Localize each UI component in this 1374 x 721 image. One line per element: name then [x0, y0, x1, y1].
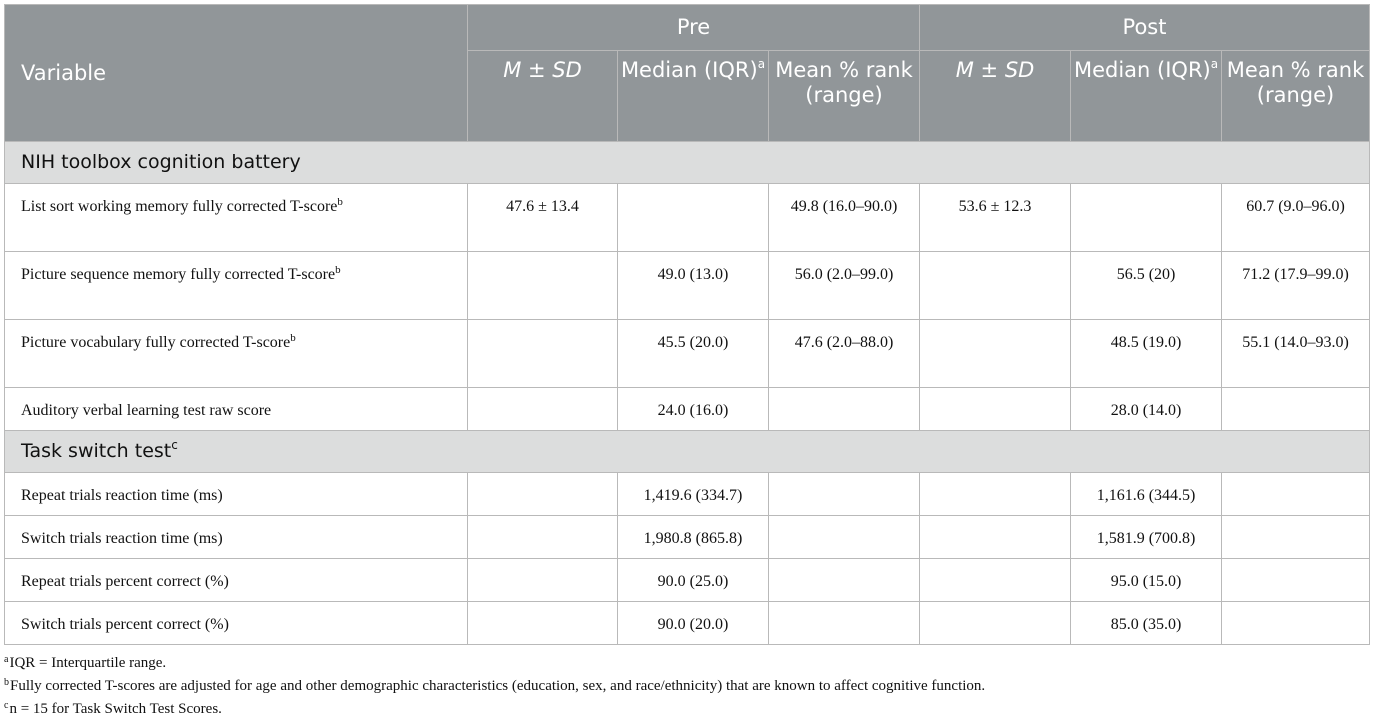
header-msd-pm: ±: [973, 58, 1005, 82]
results-table: [4, 4, 1370, 645]
pre-median-cell: 1,419.6 (334.7): [618, 473, 769, 516]
pre-median-cell: 1,980.8 (865.8): [618, 516, 769, 559]
post-msd-cell: [920, 388, 1071, 431]
post-median-cell: 1,161.6 (344.5): [1071, 473, 1222, 516]
post-median-cell: [1071, 184, 1222, 252]
row-label-text: Picture sequence memory fully corrected T-score: [21, 266, 336, 283]
pre-median-cell: 90.0 (25.0): [618, 559, 769, 602]
header-pre: Pre: [468, 5, 920, 51]
section-row: [5, 431, 1370, 473]
header-post-msd: [920, 51, 1071, 142]
header-median-label: Median (IQR): [1073, 58, 1211, 82]
header-msd-m: M: [503, 58, 522, 82]
header-post-median: [1071, 51, 1222, 142]
table-row: [5, 602, 1370, 645]
header-msd-m: M: [955, 58, 974, 82]
pre-median-cell: [618, 184, 769, 252]
post-rank-cell: 60.7 (9.0–96.0): [1222, 184, 1370, 252]
pre-rank-cell: [769, 516, 920, 559]
row-label: [5, 388, 468, 431]
section-title: [5, 431, 1370, 473]
footnote: [4, 652, 985, 675]
header-pre-msd: [468, 51, 618, 142]
post-rank-cell: 71.2 (17.9–99.0): [1222, 252, 1370, 320]
row-label: Repeat trials percent correct (%): [5, 559, 468, 602]
pre-rank-cell: [769, 559, 920, 602]
post-msd-cell: [920, 602, 1071, 645]
post-msd-cell: [920, 473, 1071, 516]
pre-msd-cell: [468, 388, 618, 431]
table-row: [5, 516, 1370, 559]
pre-msd-cell: 47.6 ± 13.4: [468, 184, 618, 252]
header-msd-sd: SD: [552, 58, 582, 82]
post-median-cell: 48.5 (19.0): [1071, 320, 1222, 388]
footnote-text: IQR = Interquartile range.: [9, 655, 167, 671]
post-median-cell: 1,581.9 (700.8): [1071, 516, 1222, 559]
footnotes: [4, 652, 985, 721]
row-label-text: Auditory verbal learning test raw score: [21, 402, 272, 419]
post-median-cell: 95.0 (15.0): [1071, 559, 1222, 602]
post-msd-cell: [920, 516, 1071, 559]
row-label-sup: b: [337, 196, 343, 208]
pre-rank-cell: [769, 388, 920, 431]
pre-msd-cell: [468, 320, 618, 388]
table-row: [5, 320, 1370, 388]
footnote: [4, 698, 985, 721]
post-msd-cell: 53.6 ± 12.3: [920, 184, 1071, 252]
post-median-cell: 28.0 (14.0): [1071, 388, 1222, 431]
post-msd-cell: [920, 559, 1071, 602]
pre-median-cell: 90.0 (20.0): [618, 602, 769, 645]
row-label: [5, 184, 468, 252]
pre-msd-cell: [468, 473, 618, 516]
post-msd-cell: [920, 252, 1071, 320]
header-median-label: Median (IQR): [620, 58, 758, 82]
header-post: Post: [920, 5, 1370, 51]
footnote: [4, 675, 985, 698]
table-row: [5, 184, 1370, 252]
header-variable: Variable: [5, 5, 468, 142]
pre-msd-cell: [468, 602, 618, 645]
post-rank-cell: [1222, 516, 1370, 559]
post-msd-cell: [920, 320, 1071, 388]
row-label: Switch trials reaction time (ms): [5, 516, 468, 559]
row-label-sup: b: [335, 264, 341, 276]
row-label-text: List sort working memory fully corrected T-score: [21, 198, 338, 215]
pre-median-cell: 24.0 (16.0): [618, 388, 769, 431]
pre-rank-cell: 49.8 (16.0–90.0): [769, 184, 920, 252]
footnote-text: n = 15 for Task Switch Test Scores.: [9, 701, 222, 717]
section-row: [5, 142, 1370, 184]
row-label: Switch trials percent correct (%): [5, 602, 468, 645]
header-median-sup: a: [757, 57, 766, 71]
header-msd-sd: SD: [1004, 58, 1035, 82]
pre-rank-cell: 47.6 (2.0–88.0): [769, 320, 920, 388]
post-rank-cell: [1222, 559, 1370, 602]
post-rank-cell: [1222, 388, 1370, 431]
footnote-mark: a: [4, 654, 9, 665]
header-row-groups: [5, 5, 1370, 51]
pre-msd-cell: [468, 559, 618, 602]
pre-median-cell: 49.0 (13.0): [618, 252, 769, 320]
row-label: [5, 252, 468, 320]
post-rank-cell: 55.1 (14.0–93.0): [1222, 320, 1370, 388]
section-title: NIH toolbox cognition battery: [5, 142, 1370, 184]
pre-rank-cell: [769, 602, 920, 645]
post-median-cell: 56.5 (20): [1071, 252, 1222, 320]
section-title-sup: c: [171, 438, 178, 452]
pre-msd-cell: [468, 252, 618, 320]
row-label-text: Picture vocabulary fully corrected T-score: [21, 334, 291, 351]
header-post-rank: Mean % rank (range): [1222, 51, 1370, 142]
post-rank-cell: [1222, 473, 1370, 516]
header-median-sup: a: [1210, 57, 1219, 71]
post-rank-cell: [1222, 602, 1370, 645]
table-row: [5, 559, 1370, 602]
section-title-text: Task switch test: [21, 440, 172, 462]
table-row: [5, 473, 1370, 516]
pre-rank-cell: [769, 473, 920, 516]
pre-median-cell: 45.5 (20.0): [618, 320, 769, 388]
header-pre-rank: Mean % rank (range): [769, 51, 920, 142]
pre-rank-cell: 56.0 (2.0–99.0): [769, 252, 920, 320]
table-row: [5, 388, 1370, 431]
row-label: [5, 320, 468, 388]
footnote-text: Fully corrected T-scores are adjusted for age and other demographic characteristics (education, sex, and race/ethnicity) that are known to affect cognitive function.: [10, 678, 986, 694]
header-msd-pm: ±: [521, 58, 553, 82]
table-row: [5, 252, 1370, 320]
footnote-mark: b: [4, 677, 9, 688]
row-label-sup: b: [290, 332, 296, 344]
row-label: Repeat trials reaction time (ms): [5, 473, 468, 516]
header-pre-median: [618, 51, 769, 142]
pre-msd-cell: [468, 516, 618, 559]
footnote-mark: c: [4, 700, 9, 711]
post-median-cell: 85.0 (35.0): [1071, 602, 1222, 645]
